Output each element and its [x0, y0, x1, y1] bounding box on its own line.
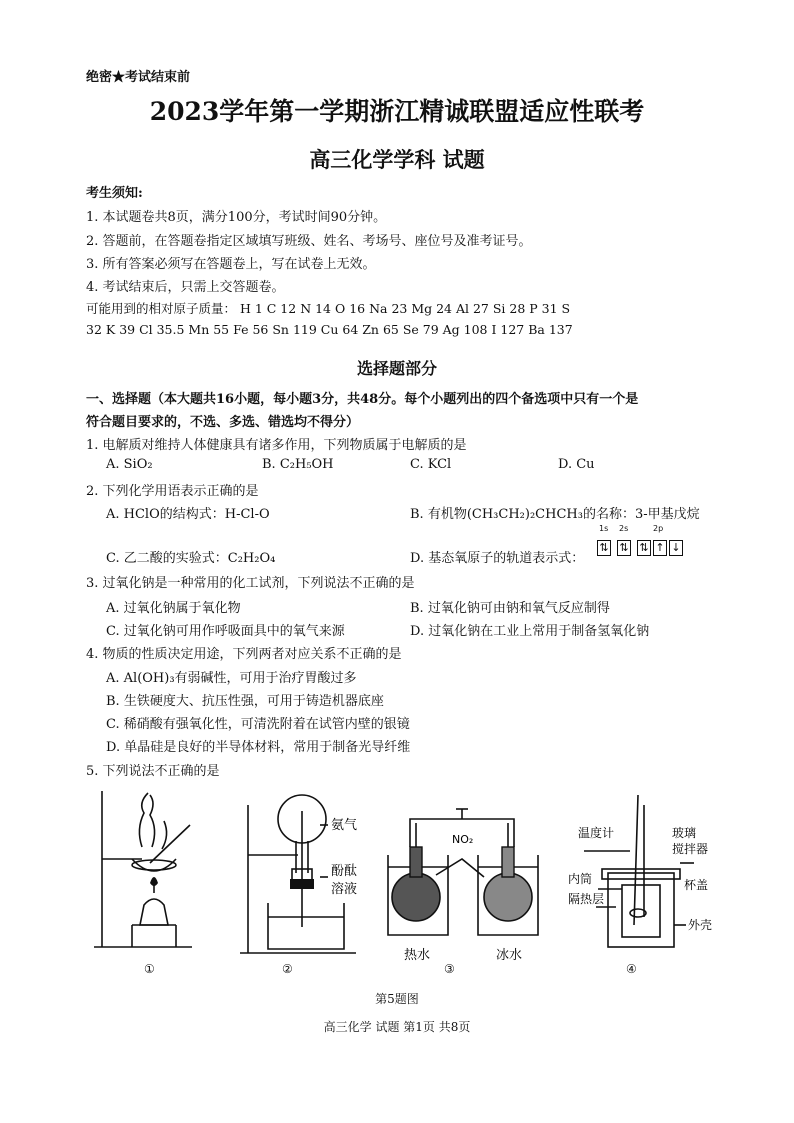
- notice-heading: 考生须知:: [86, 186, 143, 201]
- orbital-diagram: [597, 524, 683, 556]
- q2-option-a: A. HClO的结构式：H-Cl-O: [106, 507, 270, 522]
- q5-stem: 5. 下列说法不正确的是: [86, 764, 220, 779]
- q3-option-d: D. 过氧化钠在工业上常用于制备氢氧化钠: [410, 624, 650, 639]
- secret-mark: 绝密★考试结束前: [86, 70, 191, 85]
- q1-stem: 1. 电解质对维持人体健康具有诸多作用，下列物质属于电解质的是: [86, 438, 467, 453]
- exam-title: 2023学年第一学期浙江精诚联盟适应性联考: [149, 97, 645, 126]
- apparatus-1-evaporation: [92, 785, 202, 975]
- q3-option-a: A. 过氧化钠属于氧化物: [106, 601, 241, 616]
- orbital-label-1s: 1s: [599, 524, 609, 533]
- q3-option-c: C. 过氧化钠可用作呼吸面具中的氧气来源: [106, 624, 345, 639]
- label-insulation: 隔热层: [568, 892, 605, 906]
- q4-option-c: C. 稀硝酸有强氧化性，可清洗附着在试管内壁的银镜: [106, 717, 410, 732]
- q4-stem: 4. 物质的性质决定用途，下列两者对应关系不正确的是: [86, 647, 402, 662]
- label-phenolphthalein-2: 溶液: [331, 882, 358, 897]
- label-inner-cup: 内筒: [568, 872, 593, 886]
- apparatus-3-no2-equilibrium: [380, 785, 550, 975]
- q3-option-b: B. 过氧化钠可由钠和氧气反应制得: [410, 601, 610, 616]
- label-glass-2: 搅拌器: [672, 842, 709, 856]
- notice-item: 2. 答题前，在答题卷指定区域填写班级、姓名、考场号、座位号及准考证号。: [86, 234, 532, 249]
- q2-stem: 2. 下列化学用语表示正确的是: [86, 484, 259, 499]
- orbital-label-2s: 2s: [619, 524, 629, 533]
- q2-option-c: C. 乙二酸的实验式：C₂H₂O₄: [106, 551, 276, 566]
- q1-option-d: D. Cu: [558, 457, 595, 472]
- orbital-box-2p-2: ↑: [653, 540, 667, 556]
- orbital-box-2p-1: ⇅: [637, 540, 651, 556]
- orbital-box-2p-3: ↓: [669, 540, 683, 556]
- label-phenolphthalein-1: 酚酞: [331, 864, 358, 879]
- part1-intro-line-1: 一、选择题（本大题共16小题，每小题3分，共48分。每个小题列出的四个备选项中只有一个是: [86, 392, 639, 407]
- orbital-box-1s: ⇅: [597, 540, 611, 556]
- atomic-masses-line-2: 32 K 39 Cl 35.5 Mn 55 Fe 56 Sn 119 Cu 64 Zn 65 Se 79 Ag 108 I 127 Ba 137: [86, 322, 573, 337]
- notice-item: 4. 考试结束后，只需上交答题卷。: [86, 280, 285, 295]
- q2-option-d: D. 基态氧原子的轨道表示式：: [410, 551, 585, 566]
- label-no2: NO₂: [452, 833, 474, 846]
- q1-option-c: C. KCl: [410, 457, 452, 472]
- exam-subtitle: 高三化学学科 试题: [309, 147, 485, 172]
- label-shell: 外壳: [688, 918, 713, 932]
- notice-item: 1. 本试题卷共8页，满分100分，考试时间90分钟。: [86, 210, 387, 225]
- q4-option-b: B. 生铁硬度大、抗压性强，可用于铸造机器底座: [106, 694, 384, 709]
- apparatus-4-calorimeter: [568, 785, 718, 975]
- q4-option-d: D. 单晶硅是良好的半导体材料，常用于制备光导纤维: [106, 740, 411, 755]
- notice-item: 3. 所有答案必须写在答题卷上，写在试卷上无效。: [86, 257, 376, 272]
- page-footer: 高三化学 试题 第1页 共8页: [323, 1020, 471, 1034]
- label-ammonia: 氨气: [331, 818, 358, 833]
- q1-option-a: A. SiO₂: [106, 457, 153, 472]
- figure-caption: 第5题图: [375, 992, 419, 1006]
- apparatus-2-fountain: [236, 785, 366, 975]
- label-glass-1: 玻璃: [672, 826, 697, 840]
- orbital-box-2s: ⇅: [617, 540, 631, 556]
- q4-option-a: A. Al(OH)₃有弱碱性，可用于治疗胃酸过多: [106, 671, 357, 686]
- label-hot-water: 热水: [404, 948, 431, 963]
- section-title: 选择题部分: [356, 359, 437, 378]
- part1-intro-line-2: 符合题目要求的，不选、多选、错选均不得分）: [86, 415, 360, 430]
- figure-number-1: ①: [144, 962, 155, 976]
- q1-option-b: B. C₂H₅OH: [262, 457, 334, 472]
- figure-number-2: ②: [282, 962, 293, 976]
- label-lid: 杯盖: [684, 878, 709, 892]
- q3-stem: 3. 过氧化钠是一种常用的化工试剂，下列说法不正确的是: [86, 576, 415, 591]
- q2-option-b: B. 有机物(CH₃CH₂)₂CHCH₃的名称：3-甲基戊烷: [410, 507, 700, 522]
- figure-number-4: ④: [626, 962, 637, 976]
- label-ice-water: 冰水: [496, 948, 523, 963]
- label-thermometer: 温度计: [578, 826, 615, 840]
- figure-number-3: ③: [444, 962, 455, 976]
- orbital-label-2p: 2p: [653, 524, 664, 533]
- atomic-masses-line-1: 可能用到的相对原子质量： H 1 C 12 N 14 O 16 Na 23 Mg 24 Al 27 Si 28 P 31 S: [86, 301, 571, 316]
